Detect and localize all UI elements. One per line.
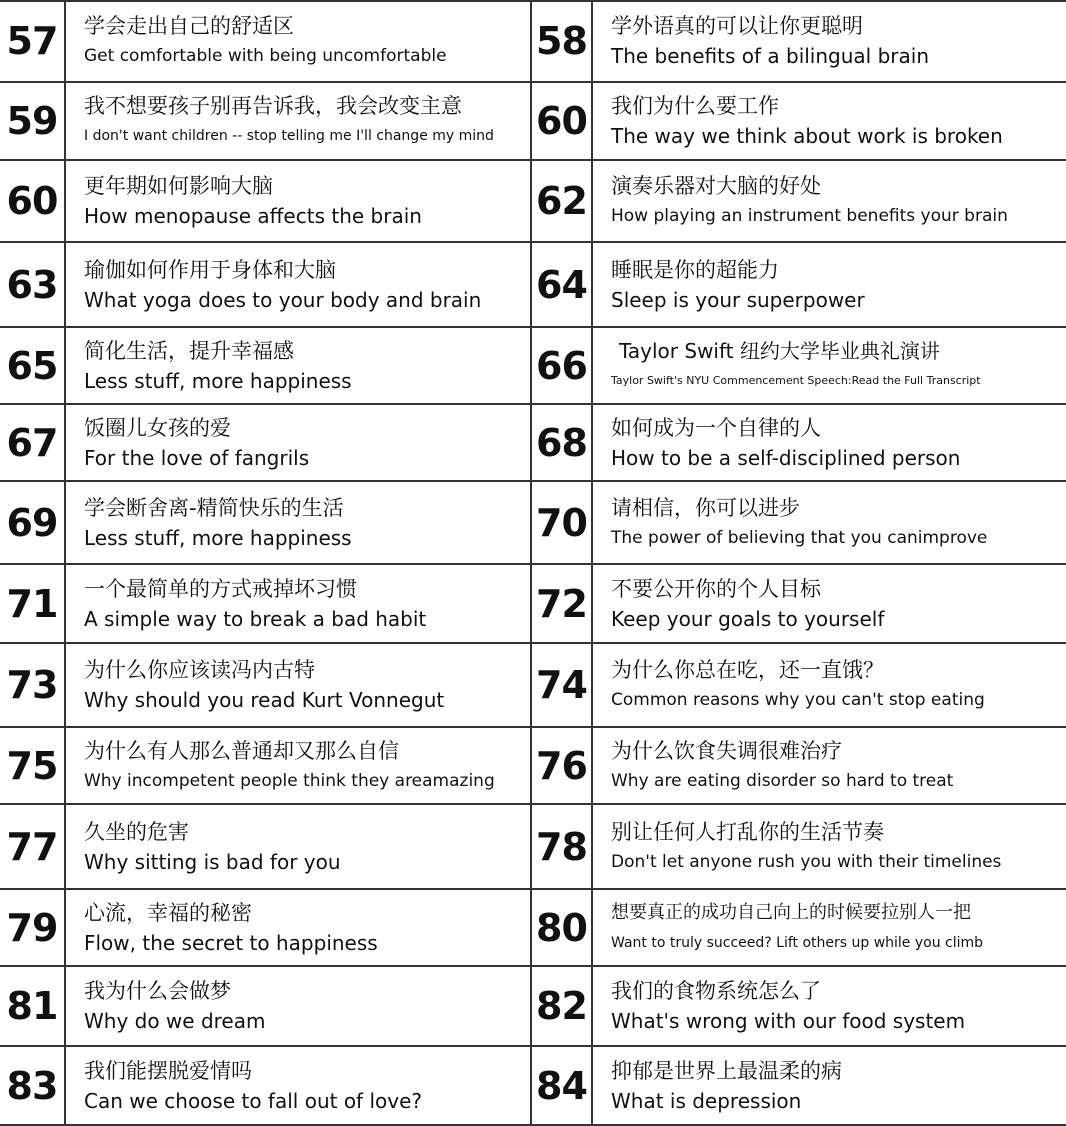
english-title: What's wrong with our food system: [611, 1009, 966, 1033]
english-title: I don't want children -- stop telling me I'll change my mind: [84, 128, 494, 144]
english-title: Don't let anyone rush you with their timelines: [611, 851, 1002, 872]
chinese-title: 学会走出自己的舒适区: [84, 13, 294, 38]
english-title: Flow, the secret to happiness: [84, 930, 378, 955]
english-title: Why do we dream: [84, 1009, 266, 1033]
english-title: Common reasons why you can't stop eating: [611, 690, 985, 710]
chinese-title: Taylor Swift 纽约大学毕业典礼演讲: [619, 338, 940, 363]
item-title: [593, 405, 1066, 482]
item-number: 58: [532, 0, 593, 83]
item-number: 62: [532, 161, 593, 243]
chinese-title: 抑郁是世界上最温柔的病: [611, 1058, 842, 1083]
english-title: A simple way to break a bad habit: [84, 606, 427, 631]
english-title: The benefits of a bilingual brain: [611, 43, 929, 68]
chinese-title: 为什么饮食失调很难治疗: [611, 738, 842, 763]
item-title: [593, 482, 1066, 565]
item-number: 84: [532, 1047, 593, 1126]
item-title: [66, 405, 532, 482]
chinese-title: 饭圈儿女孩的爱: [84, 415, 231, 440]
english-title: How playing an instrument benefits your brain: [611, 206, 1008, 226]
item-number: 57: [0, 0, 66, 83]
english-title: Get comfortable with being uncomfortable: [84, 45, 447, 66]
item-title: [593, 890, 1066, 967]
chinese-title: 学外语真的可以让你更聪明: [611, 13, 863, 38]
chinese-title: 请相信，你可以进步: [611, 495, 800, 520]
chinese-title: 不要公开你的个人目标: [611, 576, 821, 601]
item-number: 60: [532, 83, 593, 161]
item-number: 83: [0, 1047, 66, 1126]
item-number: 75: [0, 728, 66, 805]
item-number: 70: [532, 482, 593, 565]
english-title: Why sitting is bad for you: [84, 849, 341, 874]
item-title: [66, 243, 532, 328]
item-title: [593, 243, 1066, 328]
chinese-title: 瑜伽如何作用于身体和大脑: [84, 257, 336, 282]
item-title: [593, 328, 1066, 405]
item-number: 73: [0, 644, 66, 728]
item-title: [66, 890, 532, 967]
chinese-title: 想要真正的成功自己向上的时候要拉别人一把: [611, 901, 971, 923]
item-title: [66, 83, 532, 161]
english-title: Why incompetent people think they areamazing: [84, 770, 495, 791]
item-number: 68: [532, 405, 593, 482]
english-title: Can we choose to fall out of love?: [84, 1088, 422, 1113]
item-title: [66, 328, 532, 405]
item-number: 78: [532, 805, 593, 890]
chinese-title: 心流，幸福的秘密: [84, 900, 252, 925]
item-title: [593, 565, 1066, 644]
item-number: 79: [0, 890, 66, 967]
item-title: [66, 805, 532, 890]
item-title: [66, 1047, 532, 1126]
item-number: 80: [532, 890, 593, 967]
item-title: [593, 644, 1066, 728]
english-title: Why are eating disorder so hard to treat: [611, 770, 954, 791]
chinese-title: 为什么你总在吃，还一直饿？: [611, 658, 884, 682]
item-number: 66: [532, 328, 593, 405]
item-title: [66, 644, 532, 728]
item-number: 65: [0, 328, 66, 405]
english-title: Less stuff, more happiness: [84, 368, 352, 393]
chinese-title: 我们能摆脱爱情吗: [84, 1058, 252, 1083]
item-number: 60: [0, 161, 66, 243]
item-title: [66, 161, 532, 243]
english-title: For the love of fangrils: [84, 445, 310, 470]
chinese-title: 久坐的危害: [84, 819, 189, 844]
english-title: Sleep is your superpower: [611, 287, 865, 312]
item-number: 81: [0, 967, 66, 1047]
chinese-title: 演奏乐器对大脑的好处: [611, 174, 821, 198]
chinese-title: 学会断舍离-精简快乐的生活: [84, 495, 344, 520]
english-title: What is depression: [611, 1088, 802, 1113]
chinese-title: 别让任何人打乱你的生活节奏: [611, 819, 884, 844]
chinese-title: 如何成为一个自律的人: [611, 415, 821, 440]
chinese-title: 为什么你应该读冯内古特: [84, 658, 315, 682]
item-title: [66, 967, 532, 1047]
item-title: [66, 0, 532, 83]
item-title: [66, 565, 532, 644]
item-title: [593, 1047, 1066, 1126]
item-number: 63: [0, 243, 66, 328]
item-title: [66, 728, 532, 805]
chinese-title: 我为什么会做梦: [84, 979, 231, 1003]
english-title: Want to truly succeed? Lift others up while you climb: [611, 934, 984, 951]
chinese-title: 更年期如何影响大脑: [84, 174, 273, 198]
item-number: 76: [532, 728, 593, 805]
item-title: [593, 161, 1066, 243]
chinese-title: 睡眠是你的超能力: [611, 257, 779, 282]
english-title: Less stuff, more happiness: [84, 525, 352, 550]
item-number: 71: [0, 565, 66, 644]
english-title: Why should you read Kurt Vonnegut: [84, 688, 445, 712]
item-number: 74: [532, 644, 593, 728]
item-title: [593, 83, 1066, 161]
chinese-title: 我们的食物系统怎么了: [611, 979, 821, 1003]
item-number: 69: [0, 482, 66, 565]
english-title: How to be a self-disciplined person: [611, 445, 961, 470]
english-title: What yoga does to your body and brain: [84, 287, 482, 312]
chinese-title: 我们为什么要工作: [611, 94, 779, 118]
item-number: 72: [532, 565, 593, 644]
item-number: 59: [0, 83, 66, 161]
english-title: The power of believing that you canimprove: [611, 527, 988, 548]
english-title: The way we think about work is broken: [611, 124, 1003, 148]
item-title: [66, 482, 532, 565]
item-title: [593, 805, 1066, 890]
english-title: Keep your goals to yourself: [611, 606, 885, 631]
english-title: Taylor Swift's NYU Commencement Speech:Read the Full Transcript: [611, 373, 981, 387]
chinese-title: 为什么有人那么普通却又那么自信: [84, 738, 399, 763]
item-number: 82: [532, 967, 593, 1047]
item-title: [593, 967, 1066, 1047]
item-number: 77: [0, 805, 66, 890]
item-number: 64: [532, 243, 593, 328]
item-title: [593, 728, 1066, 805]
english-title: How menopause affects the brain: [84, 204, 422, 228]
item-number: 67: [0, 405, 66, 482]
item-title: [593, 0, 1066, 83]
chinese-title: 一个最简单的方式戒掉坏习惯: [84, 576, 357, 601]
chinese-title: 我不想要孩子别再告诉我，我会改变主意: [84, 94, 462, 118]
chinese-title: 简化生活，提升幸福感: [84, 338, 294, 363]
